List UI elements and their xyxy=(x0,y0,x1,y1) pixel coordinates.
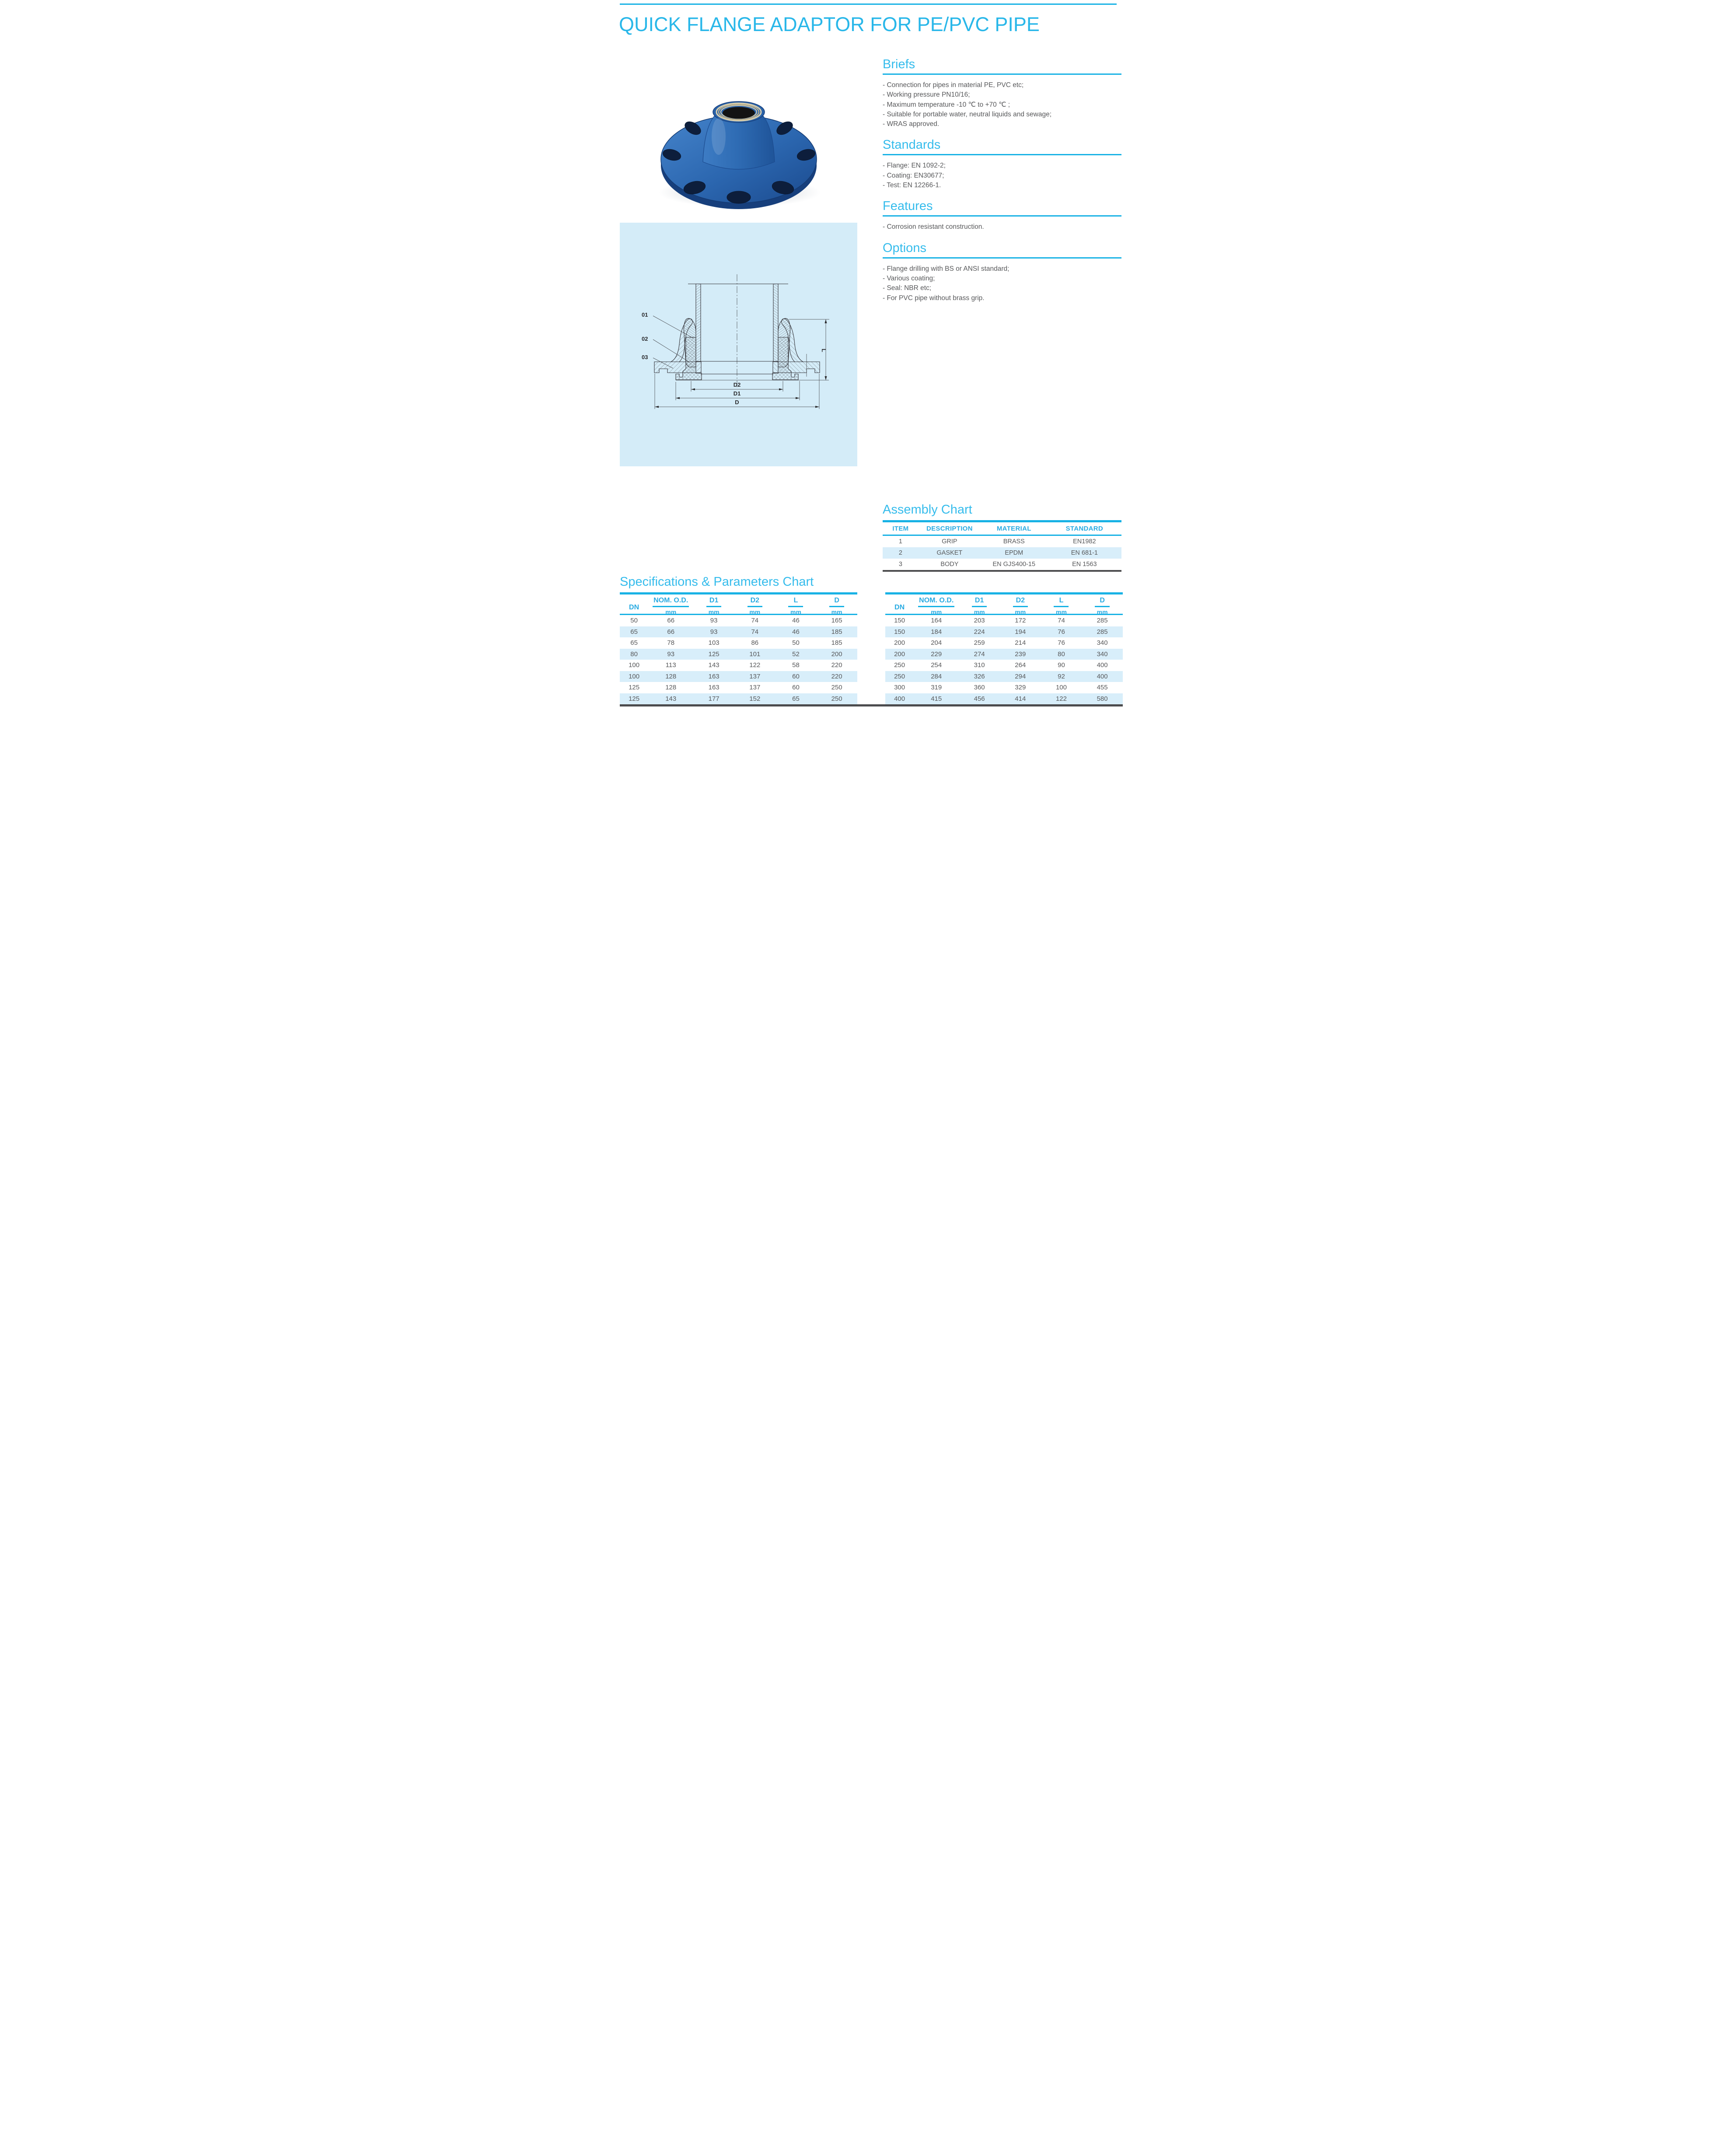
spec-rows-left xyxy=(620,615,857,704)
table-cell: 254 xyxy=(931,661,942,669)
table-cell: 285 xyxy=(1097,628,1108,636)
table-cell: 103 xyxy=(708,639,720,647)
table-cell: EN1982 xyxy=(1073,538,1096,545)
assembly-chart-heading: Assembly Chart xyxy=(883,503,972,517)
callout-label-gasket: 02 xyxy=(642,336,648,342)
table-cell: 250 xyxy=(894,661,905,669)
table-cell: 46 xyxy=(792,617,800,625)
table-cell: 92 xyxy=(1058,672,1065,680)
column-header-l: L mm xyxy=(1041,594,1082,615)
table-cell: 86 xyxy=(751,639,759,647)
callout-label-grip: 01 xyxy=(642,311,648,318)
table-cell: 74 xyxy=(751,628,759,636)
table-cell: 284 xyxy=(931,672,942,680)
table-cell: EPDM xyxy=(1005,549,1023,556)
column-header-d2: D2 mm xyxy=(1000,594,1041,615)
table-cell: 100 xyxy=(1055,684,1067,692)
section-options xyxy=(883,241,1121,303)
section-heading: Options xyxy=(883,241,926,255)
bullet-line: - WRAS approved. xyxy=(883,120,940,128)
section-standards xyxy=(883,137,1121,190)
table-cell: 125 xyxy=(708,650,720,658)
table-cell: 60 xyxy=(792,684,800,692)
table-row xyxy=(883,547,1121,559)
table-cell: GASKET xyxy=(936,549,963,556)
table-row xyxy=(885,693,1123,705)
table-cell: 177 xyxy=(708,695,720,703)
spec-tables-bottom-bar xyxy=(620,704,1123,706)
product-photo xyxy=(652,84,826,211)
cone-highlight xyxy=(712,118,726,155)
table-cell: 128 xyxy=(665,672,677,680)
column-header-l: L mm xyxy=(775,594,817,615)
bullet-line: - Maximum temperature -10 ℃ to +70 ℃ ; xyxy=(883,101,1010,108)
table-row xyxy=(883,559,1121,570)
table-cell: 152 xyxy=(749,695,761,703)
table-cell: 76 xyxy=(1058,628,1065,636)
table-cell: 58 xyxy=(792,661,800,669)
table-cell: 310 xyxy=(974,661,985,669)
table-cell: 80 xyxy=(1058,650,1065,658)
table-row xyxy=(885,637,1123,649)
table-row xyxy=(885,615,1123,626)
table-cell: 165 xyxy=(831,617,842,625)
table-cell: 2 xyxy=(898,549,902,556)
column-header-d1: D1 mm xyxy=(959,594,1000,615)
features-list xyxy=(883,222,1121,232)
table-cell: 455 xyxy=(1097,684,1108,692)
section-rule xyxy=(883,154,1121,155)
table-row xyxy=(885,682,1123,693)
table-cell: GRIP xyxy=(942,538,957,545)
section-briefs xyxy=(883,57,1121,129)
table-cell: 150 xyxy=(894,617,905,625)
table-cell: 259 xyxy=(974,639,985,647)
table-cell: 184 xyxy=(931,628,942,636)
column-header: STANDARD xyxy=(1065,525,1104,532)
datasheet-page xyxy=(579,0,1157,711)
assembly-header-row xyxy=(883,522,1121,535)
table-cell: 50 xyxy=(792,639,800,647)
table-cell: 52 xyxy=(792,650,800,658)
spec-rows-right xyxy=(885,615,1123,704)
table-cell: 172 xyxy=(1015,617,1026,625)
dim-label-l: L xyxy=(821,349,827,352)
dim-label-d2: D2 xyxy=(733,381,741,388)
table-cell: EN 1563 xyxy=(1072,561,1097,568)
column-header-d: D mm xyxy=(816,594,857,615)
table-cell: 125 xyxy=(629,684,640,692)
table-cell: 3 xyxy=(898,561,902,568)
table-cell: EN GJS400-15 xyxy=(992,561,1036,568)
table-row xyxy=(885,649,1123,660)
bullet-line: - Test: EN 12266-1. xyxy=(883,182,941,189)
table-cell: 214 xyxy=(1015,639,1026,647)
table-row xyxy=(885,671,1123,682)
table-row xyxy=(620,660,857,671)
table-row xyxy=(620,693,857,705)
bullet-line: - Flange: EN 1092-2; xyxy=(883,162,946,170)
table-cell: 46 xyxy=(792,628,800,636)
assembly-rows xyxy=(883,536,1121,570)
section-rule xyxy=(883,257,1121,259)
table-cell: 1 xyxy=(898,538,902,545)
table-cell: BODY xyxy=(940,561,959,568)
table-row xyxy=(620,649,857,660)
table-cell: 239 xyxy=(1015,650,1026,658)
table-cell: 250 xyxy=(831,695,842,703)
table-cell: 65 xyxy=(630,639,638,647)
table-cell: 229 xyxy=(931,650,942,658)
table-cell: 329 xyxy=(1015,684,1026,692)
bullet-line: - Connection for pipes in material PE, PVC etc; xyxy=(883,81,1024,89)
bullet-line: - Various coating; xyxy=(883,274,935,282)
options-list xyxy=(883,264,1121,303)
assembly-chart-table xyxy=(883,520,1121,572)
flange-adaptor-illustration xyxy=(652,84,826,211)
table-cell: 250 xyxy=(894,672,905,680)
spec-table-right xyxy=(885,592,1123,704)
table-cell: 150 xyxy=(894,628,905,636)
table-cell: 163 xyxy=(708,672,720,680)
table-cell: 400 xyxy=(1097,661,1108,669)
table-cell: 101 xyxy=(749,650,761,658)
table-cell: 415 xyxy=(931,695,942,703)
table-cell: 122 xyxy=(749,661,761,669)
table-cell: 60 xyxy=(792,672,800,680)
table-cell: 125 xyxy=(629,695,640,703)
spec-table-left xyxy=(620,592,857,704)
table-cell: 220 xyxy=(831,672,842,680)
table-row xyxy=(620,637,857,649)
table-cell: 285 xyxy=(1097,617,1108,625)
column-header-d2: D2 mm xyxy=(734,594,775,615)
table-cell: 340 xyxy=(1097,650,1108,658)
table-cell: 414 xyxy=(1015,695,1026,703)
table-cell: 264 xyxy=(1015,661,1026,669)
column-header: ITEM xyxy=(892,525,909,532)
table-cell: 224 xyxy=(974,628,985,636)
column-header-d1: D1 mm xyxy=(693,594,734,615)
table-cell: 326 xyxy=(974,672,985,680)
table-row xyxy=(620,682,857,693)
table-cell: 220 xyxy=(831,661,842,669)
table-cell: 274 xyxy=(974,650,985,658)
cross-section-drawing xyxy=(620,223,857,466)
briefs-list xyxy=(883,80,1121,129)
table-row xyxy=(885,626,1123,638)
table-cell: 90 xyxy=(1058,661,1065,669)
table-cell: 137 xyxy=(749,672,761,680)
bullet-line: - Flange drilling with BS or ANSI standard; xyxy=(883,265,1009,273)
section-features xyxy=(883,199,1121,232)
table-cell: 78 xyxy=(667,639,675,647)
table-cell: 66 xyxy=(667,628,675,636)
dim-label-d1: D1 xyxy=(733,390,741,397)
column-header-dn: DN xyxy=(629,604,639,611)
table-cell: 400 xyxy=(1097,672,1108,680)
table-cell: 194 xyxy=(1015,628,1026,636)
table-row xyxy=(883,536,1121,547)
table-cell: 164 xyxy=(931,617,942,625)
table-cell: 137 xyxy=(749,684,761,692)
table-cell: 74 xyxy=(1058,617,1065,625)
table-row xyxy=(885,660,1123,671)
column-header-nom-od: NOM. O.D. mm xyxy=(919,597,954,615)
table-cell: 113 xyxy=(665,661,676,669)
table-cell: 204 xyxy=(931,639,942,647)
column-header-nom-od: NOM. O.D. mm xyxy=(653,597,688,615)
spec-header-row xyxy=(885,594,1123,614)
table-cell: 93 xyxy=(710,628,718,636)
table-cell: 93 xyxy=(667,650,675,658)
table-cell: 200 xyxy=(831,650,842,658)
table-cell: 203 xyxy=(974,617,985,625)
table-cell: 128 xyxy=(665,684,677,692)
table-cell: 50 xyxy=(630,617,638,625)
table-cell: 340 xyxy=(1097,639,1108,647)
table-cell: 74 xyxy=(751,617,759,625)
table-cell: 185 xyxy=(831,639,842,647)
drawing-half xyxy=(654,284,702,380)
table-cell: 250 xyxy=(831,684,842,692)
pipe-wall xyxy=(696,284,701,361)
spec-header-row xyxy=(620,594,857,614)
table-cell: 100 xyxy=(629,661,640,669)
bullet-line: - Corrosion resistant construction. xyxy=(883,223,984,231)
table-cell: 80 xyxy=(630,650,638,658)
table-cell: 65 xyxy=(792,695,800,703)
table-cell: 122 xyxy=(1055,695,1067,703)
table-cell: 200 xyxy=(894,650,905,658)
dim-label-d: D xyxy=(735,399,739,406)
column-header: MATERIAL xyxy=(996,525,1031,532)
bullet-line: - Working pressure PN10/16; xyxy=(883,91,970,99)
table-row xyxy=(620,626,857,638)
table-cell: 65 xyxy=(630,628,638,636)
bore-dark xyxy=(723,107,755,119)
column-header-dn: DN xyxy=(894,604,905,611)
section-heading: Briefs xyxy=(883,57,915,71)
bullet-line: - For PVC pipe without brass grip. xyxy=(883,294,985,302)
section-heading: Standards xyxy=(883,138,941,152)
section-rule xyxy=(883,215,1121,217)
table-cell: 400 xyxy=(894,695,905,703)
table-cell: 143 xyxy=(708,661,720,669)
table-cell: 360 xyxy=(974,684,985,692)
callout-label-body: 03 xyxy=(642,354,648,360)
technical-drawing xyxy=(620,223,857,466)
table-cell: 185 xyxy=(831,628,842,636)
info-column xyxy=(883,57,1121,311)
bullet-line: - Seal: NBR etc; xyxy=(883,284,932,292)
table-cell: EN 681-1 xyxy=(1071,549,1098,556)
table-cell: 143 xyxy=(665,695,677,703)
column-header-d: D mm xyxy=(1082,594,1123,615)
page-title: QUICK FLANGE ADAPTOR FOR PE/PVC PIPE xyxy=(619,13,1040,35)
table-cell: 100 xyxy=(629,672,640,680)
top-accent-line xyxy=(620,3,1117,5)
table-cell: 76 xyxy=(1058,639,1065,647)
table-bottom-bar xyxy=(883,570,1121,572)
spec-chart-heading: Specifications & Parameters Chart xyxy=(620,575,814,589)
table-cell: 319 xyxy=(931,684,942,692)
table-row xyxy=(620,615,857,626)
table-cell: BRASS xyxy=(1003,538,1025,545)
bullet-line: - Coating: EN30677; xyxy=(883,171,944,179)
table-cell: 66 xyxy=(667,617,675,625)
table-cell: 294 xyxy=(1015,672,1026,680)
column-header: DESCRIPTION xyxy=(926,525,973,532)
section-rule xyxy=(883,73,1121,75)
table-cell: 93 xyxy=(710,617,718,625)
table-cell: 580 xyxy=(1097,695,1108,703)
table-cell: 300 xyxy=(894,684,905,692)
table-cell: 200 xyxy=(894,639,905,647)
bullet-line: - Suitable for portable water, neutral liquids and sewage; xyxy=(883,110,1052,118)
table-cell: 456 xyxy=(974,695,985,703)
table-cell: 163 xyxy=(708,684,720,692)
standards-list xyxy=(883,161,1121,190)
table-row xyxy=(620,671,857,682)
section-heading: Features xyxy=(883,199,933,213)
